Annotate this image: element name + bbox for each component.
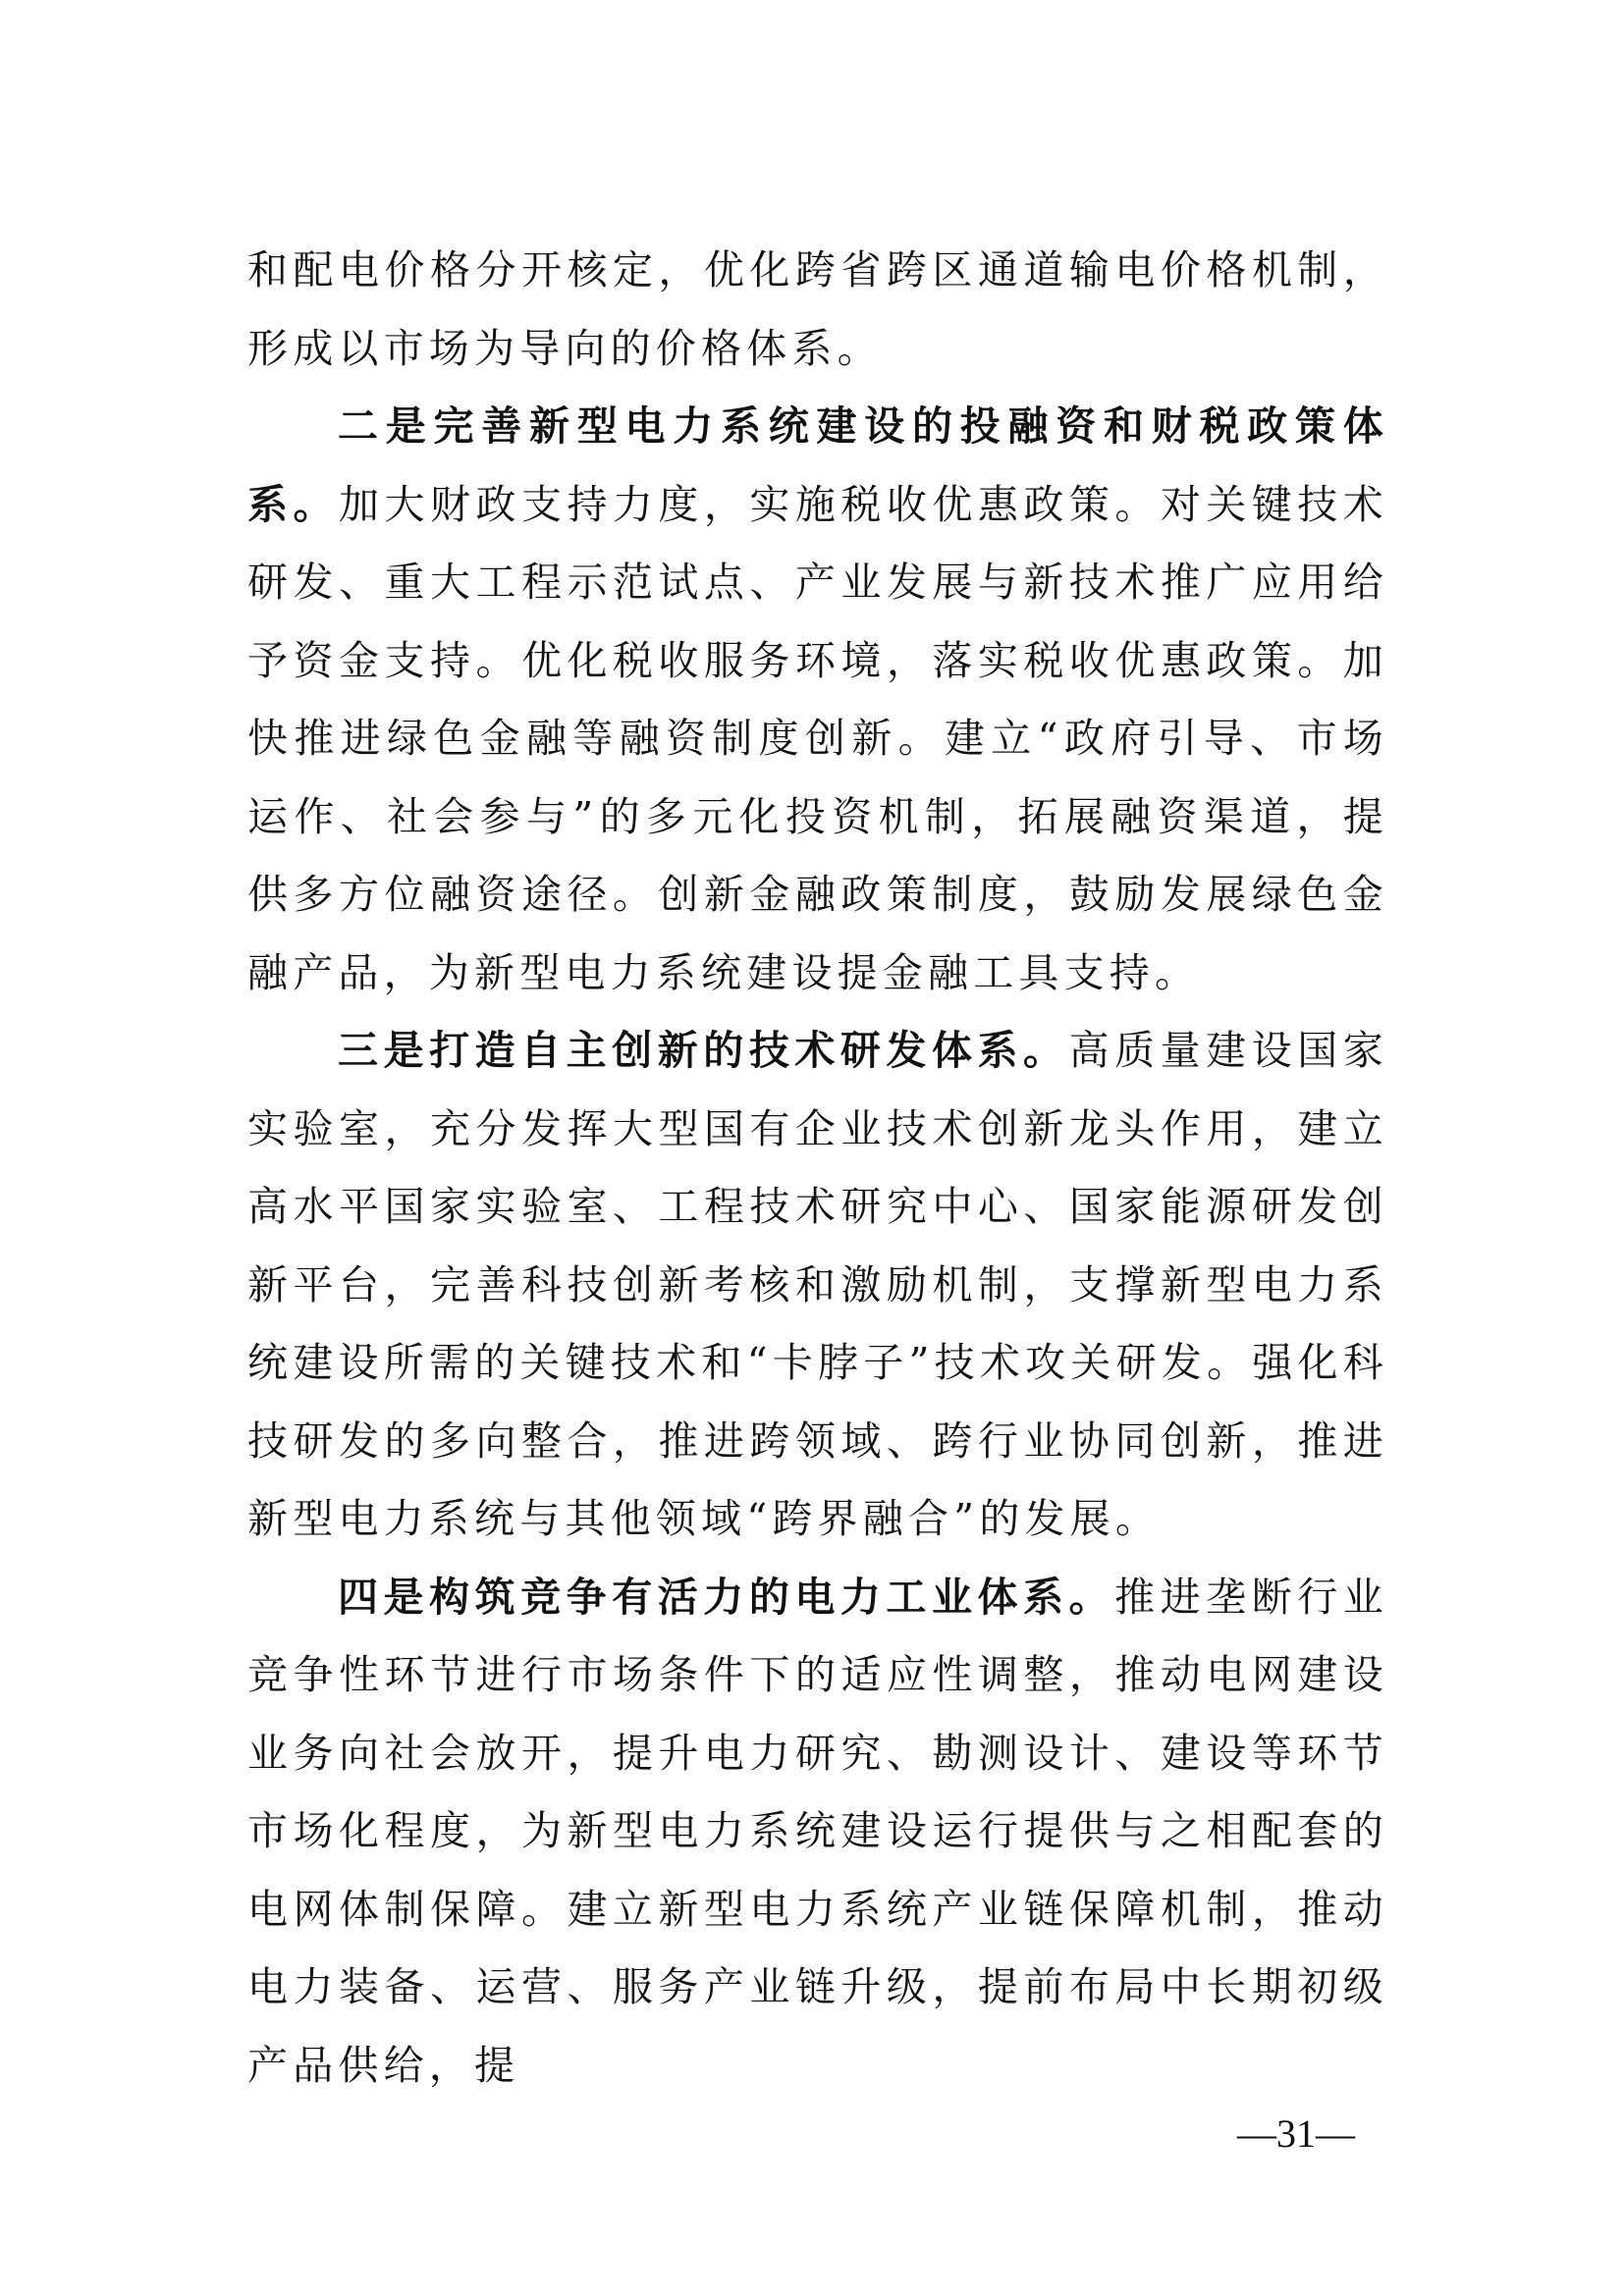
paragraph-heading: 四是构筑竞争有活力的电力工业体系。 [338, 1573, 1115, 1621]
paragraph-text: 高质量建设国家实验室，充分发挥大型国有企业技术创新龙头作用，建立高水平国家实验室、工程技术研究中心、国家能源研发创新平台，完善科技创新考核和激励机制，支撑新型电力系统建设所需的关键技术和“卡脖子”技术攻关研发。强化科技研发的多向整合，推进跨领域、跨行业协同创新，推进新型电力系统与其他领域“跨界融合”的发展。 [247, 1027, 1388, 1542]
paragraph-heading: 二是完善新型电力系统建设的投融资和财税政策体系。 [247, 402, 1388, 528]
paragraph-text: 推进垄断行业竞争性环节进行市场条件下的适应性调整，推动电网建设业务向社会放开，提升电力研究、勘测设计、建设等环节市场化程度，为新型电力系统建设运行提供与之相配套的电网体制保障。建立新型电力系统产业链保障机制，推动电力装备、运营、服务产业链升级，提前布局中长期初级产品供给，提 [247, 1573, 1388, 2089]
page-number: —31— [1237, 2111, 1355, 2156]
paragraph-power-industry [247, 1559, 1388, 2106]
body-text [247, 232, 1388, 2105]
paragraph-text: 加大财政支持力度，实施税收优惠政策。对关键技术研发、重大工程示范试点、产业发展与新技术推广应用给予资金支持。优化税收服务环境，落实税收优惠政策。加快推进绿色金融等融资制度创新。建立“政府引导、市场运作、社会参与”的多元化投资机制，拓展融资渠道，提供多方位融资途径。创新金融政策制度，鼓励发展绿色金融产品，为新型电力系统建设提金融工具支持。 [247, 480, 1388, 996]
paragraph-text: 和配电价格分开核定，优化跨省跨区通道输电价格机制，形成以市场为导向的价格体系。 [247, 246, 1388, 372]
paragraph-heading: 三是打造自主创新的技术研发体系。 [338, 1027, 1069, 1074]
paragraph-tech-rnd [247, 1012, 1388, 1559]
paragraph-continuation [247, 232, 1388, 388]
paragraph-financing-policy [247, 388, 1388, 1012]
